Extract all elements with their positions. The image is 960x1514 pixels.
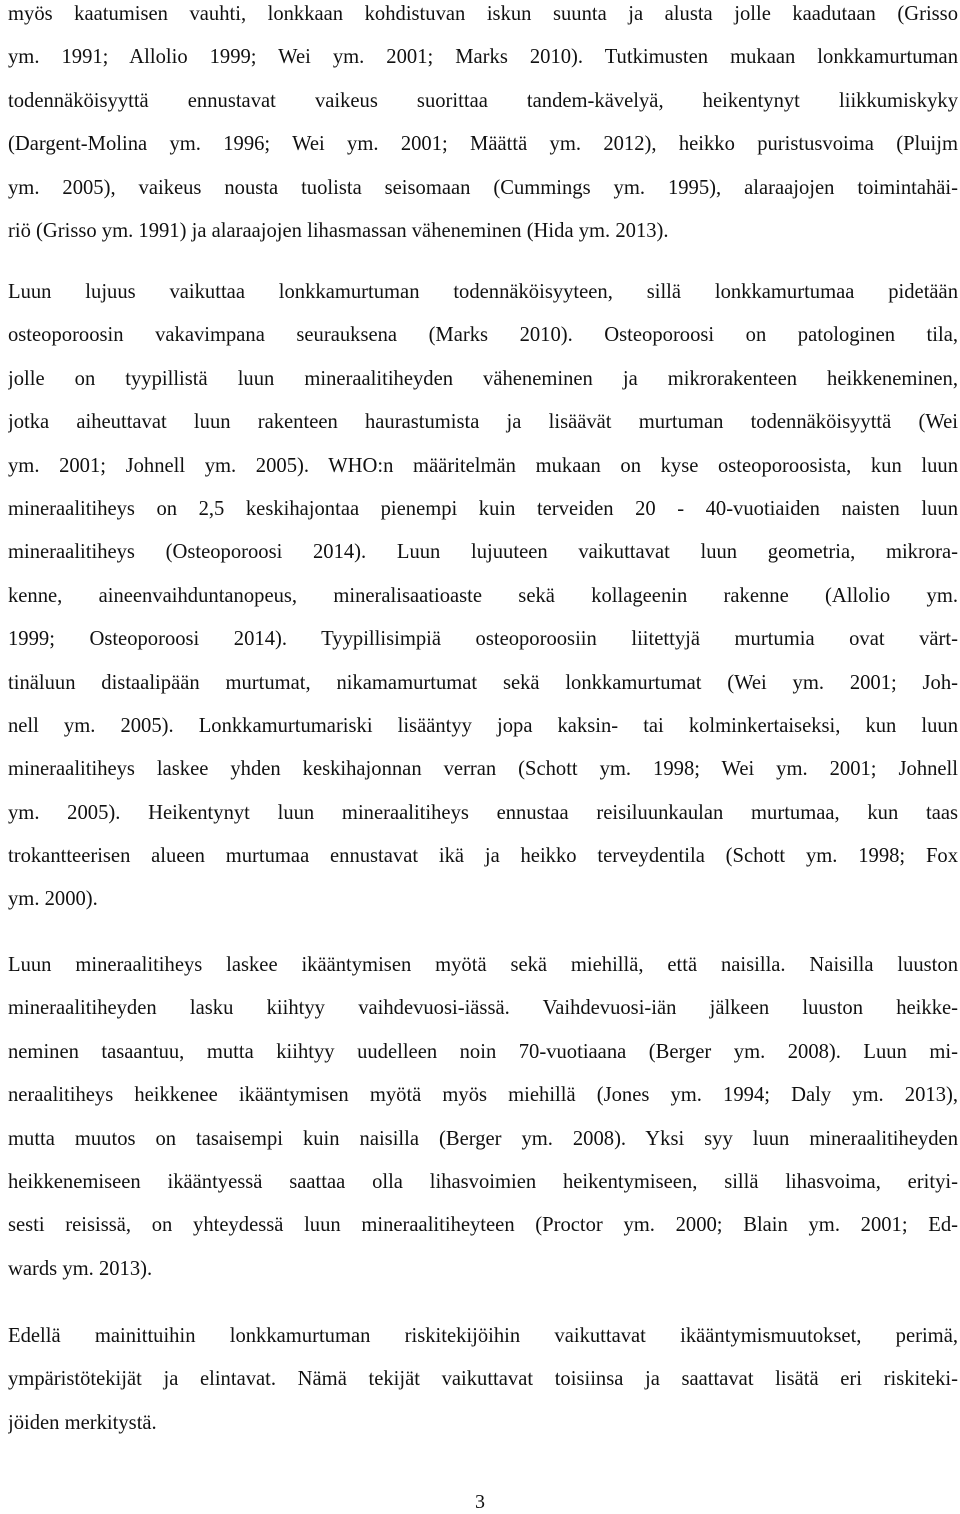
text-line: neminen tasaantuu, mutta kiihtyy uudelleen noin 70-vuotiaana (Berger ym. 2008). Luun mi- (8, 1040, 958, 1063)
text-line: heikkenemiseen ikääntyessä saattaa olla lihasvoimien heikentymiseen, sillä lihasvoima, erityi- (8, 1170, 958, 1193)
text-line: neraalitiheys heikkenee ikääntymisen myötä myös miehillä (Jones ym. 1994; Daly ym. 2013), (8, 1084, 958, 1107)
text-line: jöiden merkitystä. (8, 1411, 157, 1434)
text-line: jotka aiheuttavat luun rakenteen haurastumista ja lisäävät murtuman todennäköisyyttä (Wei (8, 411, 958, 434)
text-line: ym. 2000). (8, 888, 98, 911)
text-line: Luun lujuus vaikuttaa lonkkamurtuman todennäköisyyteen, sillä lonkkamurtumaa pidetään (8, 281, 958, 303)
text-line: wards ym. 2013). (8, 1257, 153, 1280)
text-line: ym. 2005). Heikentynyt luun mineraalitiheys ennustaa reisiluunkaulan murtumaa, kun taas (8, 801, 958, 824)
text-line: mineraalitiheys laskee yhden keskihajonnan verran (Schott ym. 1998; Wei ym. 2001; Johnell (8, 758, 958, 781)
text-line: sesti reisissä, on yhteydessä luun mineraalitiheyteen (Proctor ym. 2000; Blain ym. 2001; Ed- (8, 1214, 958, 1237)
text-line: tinäluun distaalipään murtumat, nikamamurtumat sekä lonkkamurtumat (Wei ym. 2001; Joh- (8, 671, 958, 694)
paragraph-fall-risk (8, 0, 958, 253)
text-line: Luun mineraalitiheys laskee ikääntymisen myötä sekä miehillä, että naisilla. Naisilla luuston (8, 954, 958, 976)
text-line: ym. 2001; Johnell ym. 2005). WHO:n määritelmän mukaan on kyse osteoporoosista, kun luun (8, 454, 958, 477)
paragraph-summary (8, 1315, 958, 1445)
text-line: kenne, aineenvaihduntanopeus, mineralisaatioaste sekä kollageenin rakenne (Allolio ym. (8, 584, 958, 607)
text-line: jolle on tyypillistä luun mineraalitiheyden väheneminen ja mikrorakenteen heikkeneminen, (8, 367, 958, 390)
text-line: 1999; Osteoporoosi 2014). Tyypillisimpiä osteoporoosiin liitettyjä murtumia ovat värt- (8, 628, 958, 651)
text-line: mineraalitiheys on 2,5 keskihajontaa pienempi kuin terveiden 20 - 40-vuotiaiden naisten luun (8, 497, 958, 520)
paragraph-bone-strength (8, 271, 958, 922)
text-line: ym. 2005), vaikeus nousta tuolista seisomaan (Cummings ym. 1995), alaraajojen toimintahäi- (8, 176, 958, 199)
text-line: ym. 1991; Allolio 1999; Wei ym. 2001; Marks 2010). Tutkimusten mukaan lonkkamurtuman (8, 46, 958, 69)
text-line: mutta muutos on tasaisempi kuin naisilla (Berger ym. 2008). Yksi syy luun mineraalitiheyden (8, 1127, 958, 1150)
paragraph-mineral-density (8, 944, 958, 1291)
text-line: mineraalitiheys (Osteoporoosi 2014). Luun lujuuteen vaikuttavat luun geometria, mikrora- (8, 541, 958, 564)
text-line: trokantteerisen alueen murtumaa ennustavat ikä ja heikko terveydentila (Schott ym. 1998; Fox (8, 845, 958, 868)
text-line: ympäristötekijät ja elintavat. Nämä tekijät vaikuttavat toisiinsa ja saattavat lisätä eri riskiteki- (8, 1368, 958, 1391)
text-line: Edellä mainittuihin lonkkamurtuman riskitekijöihin vaikuttavat ikääntymismuutokset, perimä, (8, 1325, 958, 1347)
text-line: osteoporoosin vakavimpana seurauksena (Marks 2010). Osteoporoosi on patologinen tila, (8, 324, 958, 347)
text-line: nell ym. 2005). Lonkkamurtumariski lisääntyy jopa kaksin- tai kolminkertaiseksi, kun luun (8, 714, 958, 737)
text-line: (Dargent-Molina ym. 1996; Wei ym. 2001; Määttä ym. 2012), heikko puristusvoima (Pluijm (8, 133, 958, 156)
page-number: 3 (475, 1491, 485, 1513)
text-line: myös kaatumisen vauhti, lonkkaan kohdistuvan iskun suunta ja alusta jolle kaadutaan (Grisso (8, 3, 958, 25)
text-line: riö (Grisso ym. 1991) ja alaraajojen lihasmassan väheneminen (Hida ym. 2013). (8, 219, 669, 242)
text-line: mineraalitiheyden lasku kiihtyy vaihdevuosi-iässä. Vaihdevuosi-iän jälkeen luuston heikke- (8, 997, 958, 1020)
text-line: todennäköisyyttä ennustavat vaikeus suorittaa tandem-kävelyä, heikentynyt liikkumiskyky (8, 89, 958, 112)
